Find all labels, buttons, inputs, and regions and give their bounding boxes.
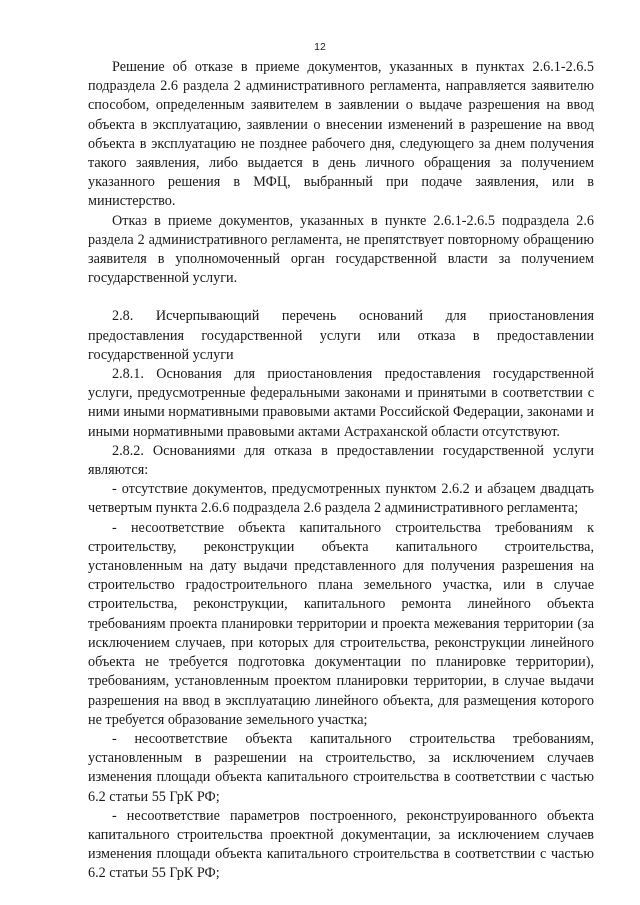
document-body: [88, 58, 594, 884]
page-number: 12: [314, 41, 326, 53]
paragraph-refusal-no-obstacle: Отказ в приеме документов, указанных в пункте 2.6.1-2.6.5 подраздела 2.6 раздела 2 административного регламента, не препятствует повторному обращению заявителя в уполномоченный орган государственной власти за получением государственной услуги.: [88, 212, 594, 287]
list-item: - отсутствие документов, предусмотренных пунктом 2.6.2 и абзацем двадцать четвертым пункта 2.6.6 подраздела 2.6 раздела 2 административного регламента;: [88, 481, 594, 517]
list-item: - несоответствие параметров построенного, реконструированного объекта капитального строительства проектной документации, за исключением случаев изменения площади объекта капитального строительства в соответствии с частью 6.2 статьи 55 ГрК РФ;: [88, 807, 594, 882]
paragraph-2-8-1: 2.8.1. Основания для приостановления предоставления государственной услуги, предусмотренные федеральными законами и принятыми в соответствии с ними иными нормативными правовыми актами Российской Федерации, законами и иными нормативными правовыми актами Астраханской области отсутствуют.: [88, 366, 594, 440]
paragraph-refusal-decision: Решение об отказе в приеме документов, указанных в пунктах 2.6.1-2.6.5 подраздела 2.6 раздела 2 административного регламента, направляется заявителю способом, определенным заявителем в заявлении о выдаче разрешения на ввод объекта в эксплуатацию, заявлении о внесении изменений в разрешение на ввод объекта в эксплуатацию не позднее рабочего дня, следующего за днем получения такого заявления, либо выдается в день личного обращения за получением указанного решения в МФЦ, выбранный при подаче заявления, или в министерство.: [88, 59, 594, 210]
section-heading-2-8: 2.8. Исчерпывающий перечень оснований для приостановления предоставления государственной услуги или отказа в предоставлении государственной услуги: [88, 308, 594, 363]
list-item: - несоответствие объекта капитального строительства требованиям к строительству, реконструкции объекта капитального строительства, установленным на дату выдачи представленного для получения разрешения на строительство градостроительного плана земельного участка, или в случае строительства, реконструкции, капитального ремонта линейного объекта требованиям проекта планировки территории и проекта межевания территории (за исключением случаев, при которых для строительства, реконструкции линейного объекта не требуется подготовка документации по планировке территории), требованиям, установленным проектом планировки территории, в случае выдачи разрешения на ввод в эксплуатацию линейного объекта, для размещения которого не требуется образование земельного участка;: [88, 519, 594, 728]
paragraph-2-8-2: 2.8.2. Основаниями для отказа в предоставлении государственной услуги являются:: [88, 442, 594, 479]
list-item: - несоответствие объекта капитального строительства требованиям, установленным в разрешении на строительство, за исключением случаев изменения площади объекта капитального строительства в соответствии с частью 6.2 статьи 55 ГрК РФ;: [88, 730, 594, 805]
